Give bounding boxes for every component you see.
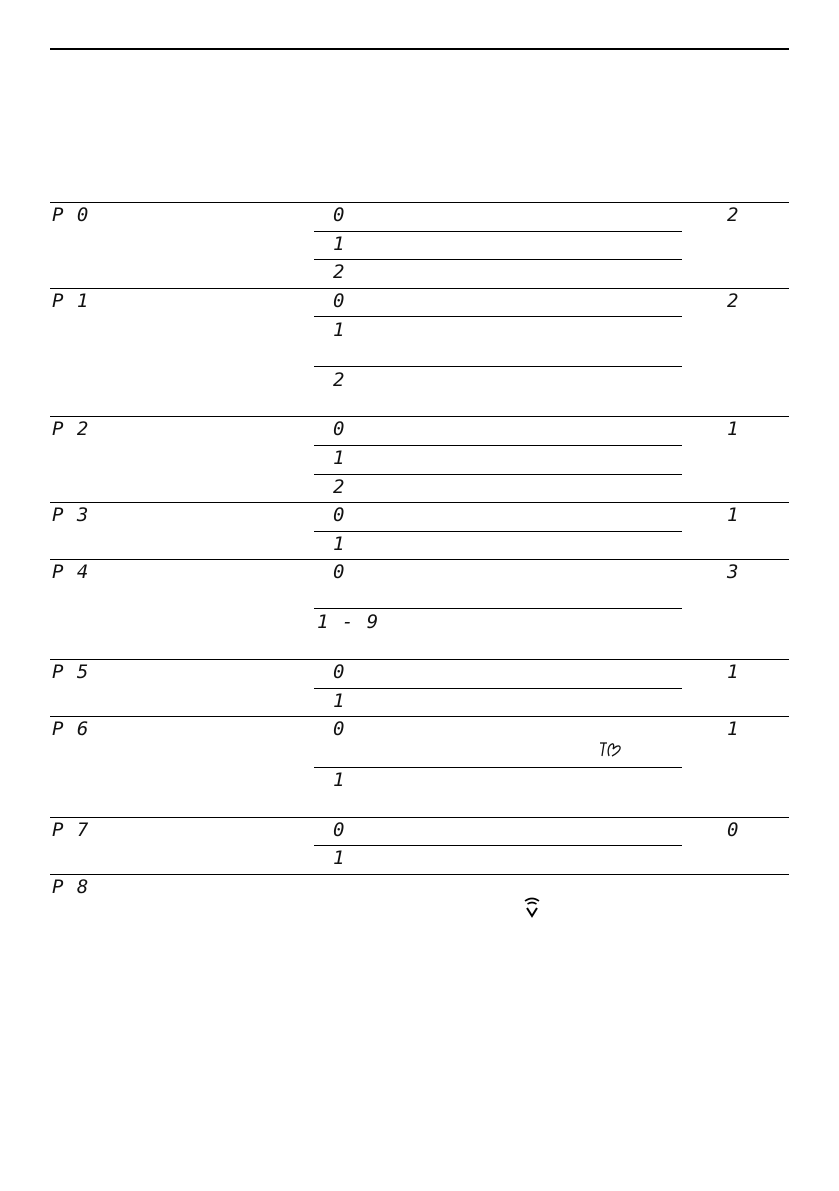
- setting-default: 2: [727, 290, 740, 312]
- wifi-signal-icon: [523, 896, 541, 918]
- setting-value: 0: [333, 504, 346, 526]
- value-rule: [314, 688, 682, 689]
- setting-code: P 2: [52, 418, 90, 440]
- header-rule: [50, 48, 789, 50]
- section-rule: [50, 288, 789, 289]
- setting-value: 2: [333, 476, 346, 498]
- value-rule: [314, 259, 682, 260]
- setting-value: 1 - 9: [317, 611, 380, 633]
- setting-default: 3: [727, 561, 740, 583]
- setting-value: 0: [333, 661, 346, 683]
- value-rule: [314, 445, 682, 446]
- setting-value: 1: [333, 769, 346, 791]
- setting-value: 1: [333, 233, 346, 255]
- setting-default: 1: [727, 661, 740, 683]
- sensor-hand-icon: [598, 740, 624, 760]
- setting-value: 1: [333, 690, 346, 712]
- setting-code: P 8: [52, 876, 90, 898]
- setting-value: 2: [333, 369, 346, 391]
- value-rule: [314, 608, 682, 609]
- section-rule: [50, 502, 789, 503]
- setting-code: P 6: [52, 718, 90, 740]
- setting-code: P 0: [52, 204, 90, 226]
- setting-default: 1: [727, 718, 740, 740]
- setting-value: 0: [333, 418, 346, 440]
- value-rule: [314, 316, 682, 317]
- setting-value: 0: [333, 204, 346, 226]
- setting-default: 1: [727, 418, 740, 440]
- setting-value: 2: [333, 261, 346, 283]
- setting-default: 2: [727, 204, 740, 226]
- setting-default: 1: [727, 504, 740, 526]
- section-rule: [50, 817, 789, 818]
- setting-value: 0: [333, 561, 346, 583]
- setting-value: 1: [333, 533, 346, 555]
- setting-value: 1: [333, 319, 346, 341]
- value-rule: [314, 231, 682, 232]
- setting-code: P 3: [52, 504, 90, 526]
- setting-code: P 7: [52, 819, 90, 841]
- setting-code: P 1: [52, 290, 90, 312]
- value-rule: [314, 474, 682, 475]
- value-rule: [314, 531, 682, 532]
- section-rule: [50, 416, 789, 417]
- value-rule: [314, 767, 682, 768]
- setting-value: 1: [333, 847, 346, 869]
- setting-value: 0: [333, 290, 346, 312]
- value-rule: [314, 845, 682, 846]
- value-rule: [314, 366, 682, 367]
- setting-value: 0: [333, 819, 346, 841]
- setting-default: 0: [727, 819, 740, 841]
- setting-value: 0: [333, 718, 346, 740]
- setting-value: 1: [333, 447, 346, 469]
- section-rule: [50, 559, 789, 560]
- section-rule: [50, 874, 789, 875]
- section-rule: [50, 202, 789, 203]
- section-rule: [50, 716, 789, 717]
- setting-code: P 5: [52, 661, 90, 683]
- setting-code: P 4: [52, 561, 90, 583]
- section-rule: [50, 659, 789, 660]
